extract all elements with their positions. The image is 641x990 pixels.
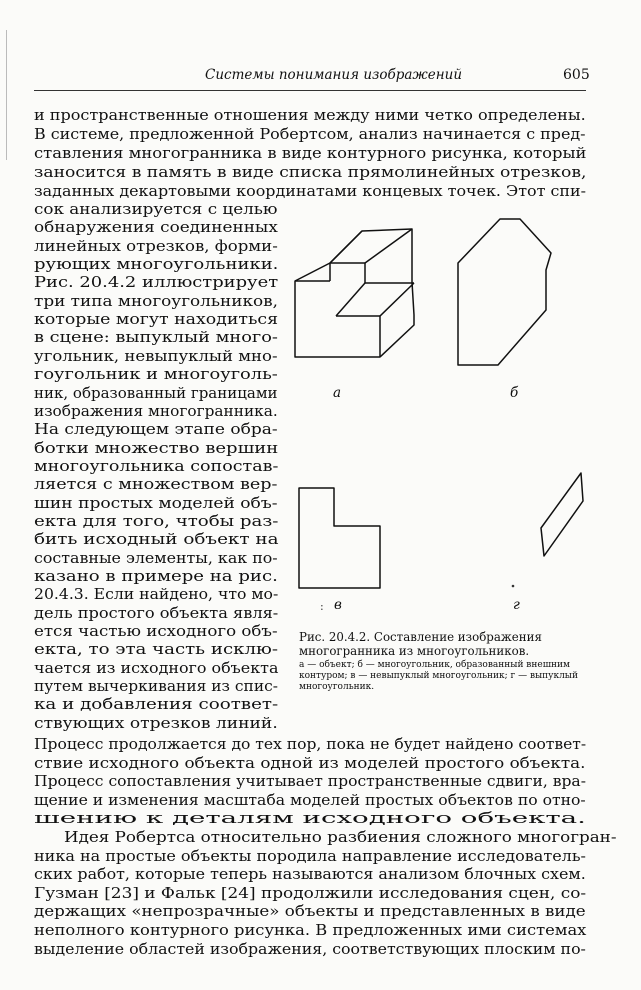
wrapped-lines-line: многоугольника сопостав- (34, 456, 279, 475)
wrapped-lines-line: ка и добавления соответ- (34, 695, 279, 714)
header-rule (34, 90, 586, 91)
wrapped-lines-line: сок анализируется с целью (34, 200, 278, 218)
figure-caption-legend: а — объект; б — многоугольник, образованный внешним контуром; в — невыпуклый многоугольник; г — выпуклый многоугольник. (299, 660, 578, 692)
wrapped-lines-line: рующих многоугольники. (34, 255, 279, 274)
wrapped-lines-line: чается из исходного объекта (34, 658, 279, 677)
figure-a-object-drawing (295, 229, 414, 357)
body-lines-line: В системе, предложенной Робертсом, анализ начинается с пред- (34, 124, 586, 143)
wrapped-lines-line: екта для того, чтобы раз- (34, 511, 279, 530)
wrapped-lines-line: гоугольник и многоуголь- (34, 365, 278, 384)
wrapped-lines-line: обнаружения соединенных (34, 218, 278, 237)
wrapped-lines-line: екта, то эта часть исклю- (34, 640, 278, 659)
paragraph2-lines-line: ских работ, которые теперь называются анализом блочных схем. (34, 865, 586, 884)
wrapped-lines-line: изображения многогранника. (34, 401, 278, 420)
wrapped-lines-line: составные элементы, как по- (34, 548, 278, 567)
wrapped-lines-line: ник, образованный границами (34, 383, 278, 402)
wrapped-lines-line: 20.4.3. Если найдено, что мо- (34, 585, 279, 604)
wrapped-lines-line: бить исходный объект на (34, 530, 279, 549)
wrapped-lines-line: ляется с множеством вер- (34, 475, 278, 494)
page-number: 605 (563, 67, 590, 83)
wrapped-lines-line: шин простых моделей объ- (34, 493, 278, 512)
wrapped-lines-line: казано в примере на рис. (34, 567, 278, 585)
figure-caption-title: Рис. 20.4.2. Составление изображения (299, 630, 542, 644)
wrapped-lines-line: три типа многоугольников, (34, 291, 278, 310)
after-lines-line: шению к деталям исходного объекта. (34, 809, 586, 828)
wrapped-lines-line: путем вычеркивания из спис- (34, 677, 278, 696)
after-lines-line: Процесс сопоставления учитывает пространственные сдвиги, вра- (34, 772, 586, 791)
wrapped-lines-line: дель простого объекта явля- (34, 603, 279, 622)
wrapped-lines-line: ствующих отрезков линий. (34, 713, 278, 732)
wrapped-lines-line: ботки множество вершин (34, 438, 279, 457)
paragraph2-lines-line: ника на простые объекты породила направление исследователь- (34, 846, 586, 865)
figure-label-g: г (513, 597, 520, 613)
paragraph2-lines-line: Гузман [23] и Фальк [24] продолжили исследования сцен, со- (34, 883, 587, 902)
figure-label-v: в (334, 597, 342, 613)
paragraph2-lines-line: неполного контурного рисунка. В предложенных ими системах (34, 921, 587, 939)
figure-label-b: б (510, 385, 519, 401)
wrapped-lines-line: ется частью исходного объ- (34, 622, 278, 641)
wrapped-lines-line: линейных отрезков, форми- (34, 236, 278, 255)
body-lines-line: и пространственные отношения между ними четко определены. (34, 106, 586, 124)
figure-20-4-2 (285, 210, 595, 625)
after-lines-line: щение и изменения масштаба моделей простых объектов по отно- (34, 790, 586, 809)
body-lines-line: заносится в память в виде списка прямолинейных отрезков, (34, 162, 587, 181)
paragraph2-lines-line: держащих «непрозрачные» объекты и представленных в виде (34, 902, 586, 921)
paragraph2-lines-line: Идея Робертса относительно разбиения сложного многогран- (64, 828, 617, 846)
wrapped-lines-line: в сцене: выпуклый много- (34, 328, 278, 347)
after-lines-line: ствие исходного объекта одной из моделей простого объекта. (34, 753, 586, 772)
figure-caption-title-2: многогранника из многоугольников. (299, 644, 530, 658)
paragraph2-lines-line: выделение областей изображения, соответствующих плоским по- (34, 939, 586, 958)
wrapped-lines-line: которые могут находиться (34, 310, 279, 329)
running-header-title: Системы понимания изображений (205, 67, 463, 83)
figure-label-a: а (333, 385, 342, 401)
figure-b-outer-contour (458, 219, 551, 365)
wrapped-lines-line: Рис. 20.4.2 иллюстрирует (34, 273, 279, 292)
body-lines-line: ставления многогранника в виде контурного рисунка, который (34, 143, 587, 162)
after-lines-line: Процесс продолжается до тех пор, пока не будет найдено соответ- (34, 735, 587, 753)
wrapped-lines-line: угольник, невыпуклый мно- (34, 346, 278, 365)
wrapped-lines-line: На следующем этапе обра- (34, 420, 278, 439)
figure-v-nonconvex-polygon (299, 488, 380, 588)
figure-g-convex-polygon (541, 473, 583, 556)
scan-edge-line (6, 30, 7, 160)
speck (512, 585, 515, 588)
svg-text::: : (320, 600, 324, 613)
body-lines-line: заданных декартовыми координатами концевых точек. Этот спи- (34, 181, 586, 200)
